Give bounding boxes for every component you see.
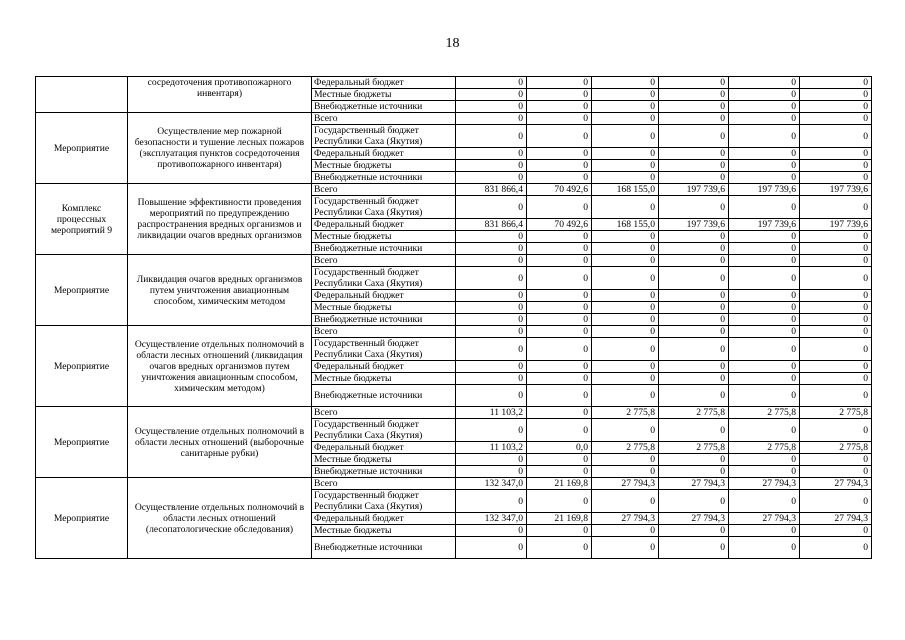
funding-source-cell: Внебюджетные источники (312, 385, 456, 407)
activity-name-cell: Осуществление отдельных полномочий в области лесных отношений (выборочные санитарные рубки) (128, 407, 312, 478)
table-row (36, 77, 872, 89)
amount-cell: 0 (659, 160, 729, 172)
amount-cell: 0 (659, 361, 729, 373)
funding-source-cell: Внебюджетные источники (312, 537, 456, 559)
amount-cell: 197 739,6 (800, 184, 872, 196)
amount-cell: 0 (800, 231, 872, 243)
amount-cell: 0 (659, 148, 729, 160)
amount-cell: 0 (659, 267, 729, 290)
amount-cell: 0 (456, 101, 527, 113)
amount-cell: 0 (659, 113, 729, 125)
amount-cell: 0 (456, 243, 527, 255)
activity-type-cell (36, 77, 128, 113)
amount-cell: 0 (800, 243, 872, 255)
amount-cell: 197 739,6 (659, 184, 729, 196)
amount-cell: 0 (729, 172, 800, 184)
activity-name-cell: Осуществление мер пожарной безопасности и тушение лесных пожаров (эксплуатация пунктов сосредоточения противопожарного инвентаря) (128, 113, 312, 184)
amount-cell: 0 (729, 243, 800, 255)
amount-cell: 0 (729, 255, 800, 267)
activity-type-cell: Мероприятие (36, 478, 128, 559)
amount-cell: 0 (729, 113, 800, 125)
amount-cell: 0 (800, 454, 872, 466)
amount-cell: 0 (800, 89, 872, 101)
funding-source-cell: Государственный бюджет Республики Саха (Якутия) (312, 125, 456, 148)
amount-cell: 0 (456, 314, 527, 326)
amount-cell: 197 739,6 (729, 184, 800, 196)
amount-cell: 0 (659, 385, 729, 407)
amount-cell: 0 (592, 490, 659, 513)
funding-source-cell: Всего (312, 407, 456, 419)
amount-cell: 0 (729, 385, 800, 407)
amount-cell: 0 (659, 419, 729, 442)
amount-cell: 0 (527, 101, 592, 113)
amount-cell: 2 775,8 (800, 442, 872, 454)
table-row (36, 184, 872, 196)
activity-name-cell: сосредоточения противопожарного инвентаря) (128, 77, 312, 113)
amount-cell: 0 (592, 125, 659, 148)
amount-cell: 0 (800, 419, 872, 442)
amount-cell: 0 (456, 302, 527, 314)
amount-cell: 27 794,3 (800, 513, 872, 525)
amount-cell: 0 (456, 290, 527, 302)
amount-cell: 0 (729, 160, 800, 172)
funding-source-cell: Местные бюджеты (312, 231, 456, 243)
amount-cell: 0 (456, 231, 527, 243)
activity-type-cell: Мероприятие (36, 326, 128, 407)
table-row (36, 113, 872, 125)
amount-cell: 0 (729, 361, 800, 373)
amount-cell: 0 (800, 466, 872, 478)
amount-cell: 132 347,0 (456, 478, 527, 490)
amount-cell: 0 (592, 385, 659, 407)
amount-cell: 0 (592, 148, 659, 160)
amount-cell: 0 (800, 338, 872, 361)
amount-cell: 0 (659, 196, 729, 219)
amount-cell: 0 (592, 290, 659, 302)
amount-cell: 0 (800, 490, 872, 513)
table-row (36, 255, 872, 267)
amount-cell: 2 775,8 (659, 407, 729, 419)
funding-source-cell: Государственный бюджет Республики Саха (Якутия) (312, 196, 456, 219)
amount-cell: 0 (527, 454, 592, 466)
amount-cell: 0 (729, 490, 800, 513)
amount-cell: 0 (659, 314, 729, 326)
amount-cell: 831 866,4 (456, 184, 527, 196)
amount-cell: 0 (592, 196, 659, 219)
amount-cell: 0 (527, 172, 592, 184)
amount-cell: 197 739,6 (659, 219, 729, 231)
activity-name-cell: Осуществление отдельных полномочий в области лесных отношений (ликвидация очагов вредных организмов путем уничтожения авиационным способом, химическим методом) (128, 326, 312, 407)
amount-cell: 0 (456, 338, 527, 361)
amount-cell: 0 (592, 373, 659, 385)
table-row (36, 478, 872, 490)
amount-cell: 0 (729, 454, 800, 466)
amount-cell: 0 (659, 172, 729, 184)
amount-cell: 0 (456, 267, 527, 290)
funding-source-cell: Всего (312, 113, 456, 125)
amount-cell: 2 775,8 (800, 407, 872, 419)
amount-cell: 0 (527, 385, 592, 407)
activity-type-cell: Мероприятие (36, 407, 128, 478)
amount-cell: 0 (592, 113, 659, 125)
amount-cell: 0 (729, 302, 800, 314)
amount-cell: 0 (527, 113, 592, 125)
funding-source-cell: Федеральный бюджет (312, 290, 456, 302)
amount-cell: 0 (659, 326, 729, 338)
funding-source-cell: Местные бюджеты (312, 160, 456, 172)
funding-source-cell: Всего (312, 184, 456, 196)
funding-source-cell: Внебюджетные источники (312, 243, 456, 255)
amount-cell: 0 (729, 373, 800, 385)
budget-table (35, 76, 872, 559)
amount-cell: 0 (659, 243, 729, 255)
funding-source-cell: Внебюджетные источники (312, 172, 456, 184)
amount-cell: 0 (659, 537, 729, 559)
amount-cell: 0 (729, 148, 800, 160)
amount-cell: 0 (456, 466, 527, 478)
amount-cell: 0 (527, 338, 592, 361)
amount-cell: 2 775,8 (659, 442, 729, 454)
amount-cell: 0 (527, 419, 592, 442)
amount-cell: 0 (456, 537, 527, 559)
funding-source-cell: Местные бюджеты (312, 454, 456, 466)
funding-source-cell: Государственный бюджет Республики Саха (Якутия) (312, 490, 456, 513)
amount-cell: 0 (659, 490, 729, 513)
amount-cell: 0 (527, 231, 592, 243)
funding-source-cell: Федеральный бюджет (312, 148, 456, 160)
amount-cell: 0 (527, 243, 592, 255)
amount-cell: 0 (592, 255, 659, 267)
amount-cell: 0 (729, 125, 800, 148)
amount-cell: 0 (729, 525, 800, 537)
funding-source-cell: Всего (312, 326, 456, 338)
amount-cell: 0 (800, 302, 872, 314)
amount-cell: 0 (729, 326, 800, 338)
amount-cell: 0 (456, 77, 527, 89)
amount-cell: 0 (527, 302, 592, 314)
amount-cell: 0 (527, 373, 592, 385)
amount-cell: 11 103,2 (456, 407, 527, 419)
amount-cell: 0 (659, 125, 729, 148)
amount-cell: 0 (456, 385, 527, 407)
amount-cell: 0 (456, 454, 527, 466)
amount-cell: 0 (592, 525, 659, 537)
amount-cell: 0 (800, 290, 872, 302)
amount-cell: 0 (527, 196, 592, 219)
amount-cell: 0 (592, 267, 659, 290)
funding-source-cell: Федеральный бюджет (312, 361, 456, 373)
amount-cell: 27 794,3 (592, 478, 659, 490)
amount-cell: 831 866,4 (456, 219, 527, 231)
amount-cell: 0 (659, 77, 729, 89)
amount-cell: 70 492,6 (527, 184, 592, 196)
amount-cell: 0 (456, 196, 527, 219)
activity-type-cell: Комплекс процессных мероприятий 9 (36, 184, 128, 255)
funding-source-cell: Федеральный бюджет (312, 442, 456, 454)
amount-cell: 0 (800, 314, 872, 326)
amount-cell: 0 (592, 160, 659, 172)
funding-source-cell: Всего (312, 255, 456, 267)
amount-cell: 0 (456, 89, 527, 101)
amount-cell: 0 (592, 302, 659, 314)
amount-cell: 0 (800, 148, 872, 160)
amount-cell: 0 (800, 172, 872, 184)
amount-cell: 0 (659, 338, 729, 361)
amount-cell: 2 775,8 (592, 442, 659, 454)
amount-cell: 0 (527, 314, 592, 326)
amount-cell: 0 (527, 160, 592, 172)
amount-cell: 132 347,0 (456, 513, 527, 525)
amount-cell: 27 794,3 (659, 478, 729, 490)
amount-cell: 0 (729, 537, 800, 559)
amount-cell: 0 (800, 525, 872, 537)
amount-cell: 0 (800, 361, 872, 373)
amount-cell: 0 (456, 125, 527, 148)
funding-source-cell: Федеральный бюджет (312, 513, 456, 525)
amount-cell: 0 (729, 89, 800, 101)
amount-cell: 0 (592, 326, 659, 338)
amount-cell: 0 (527, 77, 592, 89)
amount-cell: 0 (800, 267, 872, 290)
amount-cell: 0 (456, 373, 527, 385)
amount-cell: 27 794,3 (592, 513, 659, 525)
amount-cell: 0 (527, 537, 592, 559)
funding-source-cell: Местные бюджеты (312, 525, 456, 537)
amount-cell: 0 (800, 326, 872, 338)
activity-type-cell: Мероприятие (36, 255, 128, 326)
page-number: 18 (445, 36, 460, 51)
amount-cell: 0 (659, 373, 729, 385)
amount-cell: 0 (800, 125, 872, 148)
funding-source-cell: Всего (312, 478, 456, 490)
amount-cell: 0 (729, 466, 800, 478)
activity-name-cell: Осуществление отдельных полномочий в области лесных отношений (лесопатологические обследования) (128, 478, 312, 559)
funding-source-cell: Местные бюджеты (312, 89, 456, 101)
amount-cell: 0 (456, 525, 527, 537)
amount-cell: 0 (592, 172, 659, 184)
amount-cell: 0 (659, 525, 729, 537)
amount-cell: 0 (659, 290, 729, 302)
amount-cell: 0 (456, 361, 527, 373)
amount-cell: 0 (800, 373, 872, 385)
amount-cell: 0 (456, 255, 527, 267)
amount-cell: 0 (729, 267, 800, 290)
amount-cell: 0 (800, 160, 872, 172)
amount-cell: 27 794,3 (729, 513, 800, 525)
amount-cell: 0 (592, 101, 659, 113)
amount-cell: 0 (527, 407, 592, 419)
amount-cell: 0 (456, 160, 527, 172)
amount-cell: 0 (729, 196, 800, 219)
amount-cell: 0 (527, 89, 592, 101)
amount-cell: 0 (729, 419, 800, 442)
funding-source-cell: Внебюджетные источники (312, 101, 456, 113)
amount-cell: 11 103,2 (456, 442, 527, 454)
table-row (36, 326, 872, 338)
amount-cell: 21 169,8 (527, 478, 592, 490)
amount-cell: 0 (592, 466, 659, 478)
amount-cell: 0 (800, 101, 872, 113)
amount-cell: 0 (659, 255, 729, 267)
amount-cell: 0 (592, 89, 659, 101)
amount-cell: 197 739,6 (729, 219, 800, 231)
amount-cell: 0 (592, 419, 659, 442)
amount-cell: 0 (527, 255, 592, 267)
amount-cell: 0 (527, 125, 592, 148)
amount-cell: 0 (456, 419, 527, 442)
amount-cell: 0 (659, 454, 729, 466)
amount-cell: 168 155,0 (592, 184, 659, 196)
amount-cell: 0 (800, 77, 872, 89)
amount-cell: 0 (527, 361, 592, 373)
amount-cell: 0 (592, 243, 659, 255)
amount-cell: 2 775,8 (592, 407, 659, 419)
amount-cell: 0 (800, 385, 872, 407)
amount-cell: 0 (527, 466, 592, 478)
amount-cell: 0 (456, 490, 527, 513)
table-row (36, 407, 872, 419)
amount-cell: 2 775,8 (729, 442, 800, 454)
amount-cell: 0 (800, 113, 872, 125)
amount-cell: 27 794,3 (729, 478, 800, 490)
amount-cell: 0 (659, 231, 729, 243)
funding-source-cell: Государственный бюджет Республики Саха (Якутия) (312, 338, 456, 361)
amount-cell: 0 (592, 454, 659, 466)
amount-cell: 0 (729, 77, 800, 89)
funding-source-cell: Федеральный бюджет (312, 219, 456, 231)
amount-cell: 0 (527, 326, 592, 338)
amount-cell: 0 (527, 148, 592, 160)
amount-cell: 0 (659, 466, 729, 478)
amount-cell: 0,0 (527, 442, 592, 454)
amount-cell: 0 (729, 231, 800, 243)
amount-cell: 0 (592, 77, 659, 89)
amount-cell: 0 (592, 361, 659, 373)
activity-name-cell: Ликвидация очагов вредных организмов путем уничтожения авиационным способом, химическим методом (128, 255, 312, 326)
amount-cell: 0 (592, 537, 659, 559)
amount-cell: 0 (527, 525, 592, 537)
activity-name-cell: Повышение эффективности проведения мероприятий по предупреждению распространения вредных организмов и ликвидации очагов вредных организмов (128, 184, 312, 255)
amount-cell: 0 (659, 302, 729, 314)
amount-cell: 168 155,0 (592, 219, 659, 231)
amount-cell: 0 (800, 255, 872, 267)
amount-cell: 0 (527, 290, 592, 302)
amount-cell: 21 169,8 (527, 513, 592, 525)
funding-source-cell: Государственный бюджет Республики Саха (Якутия) (312, 419, 456, 442)
amount-cell: 0 (659, 89, 729, 101)
amount-cell: 0 (527, 490, 592, 513)
amount-cell: 0 (592, 338, 659, 361)
amount-cell: 70 492,6 (527, 219, 592, 231)
amount-cell: 0 (729, 338, 800, 361)
amount-cell: 0 (456, 113, 527, 125)
amount-cell: 0 (527, 267, 592, 290)
amount-cell: 0 (729, 290, 800, 302)
amount-cell: 0 (456, 326, 527, 338)
amount-cell: 0 (592, 231, 659, 243)
funding-source-cell: Местные бюджеты (312, 302, 456, 314)
funding-source-cell: Федеральный бюджет (312, 77, 456, 89)
amount-cell: 197 739,6 (800, 219, 872, 231)
amount-cell: 0 (729, 101, 800, 113)
amount-cell: 0 (456, 148, 527, 160)
activity-type-cell: Мероприятие (36, 113, 128, 184)
amount-cell: 2 775,8 (729, 407, 800, 419)
funding-source-cell: Внебюджетные источники (312, 314, 456, 326)
amount-cell: 0 (659, 101, 729, 113)
amount-cell: 27 794,3 (800, 478, 872, 490)
amount-cell: 0 (729, 314, 800, 326)
amount-cell: 0 (800, 196, 872, 219)
funding-source-cell: Местные бюджеты (312, 373, 456, 385)
amount-cell: 0 (592, 314, 659, 326)
funding-source-cell: Государственный бюджет Республики Саха (Якутия) (312, 267, 456, 290)
amount-cell: 0 (800, 537, 872, 559)
funding-source-cell: Внебюджетные источники (312, 466, 456, 478)
amount-cell: 0 (456, 172, 527, 184)
amount-cell: 27 794,3 (659, 513, 729, 525)
